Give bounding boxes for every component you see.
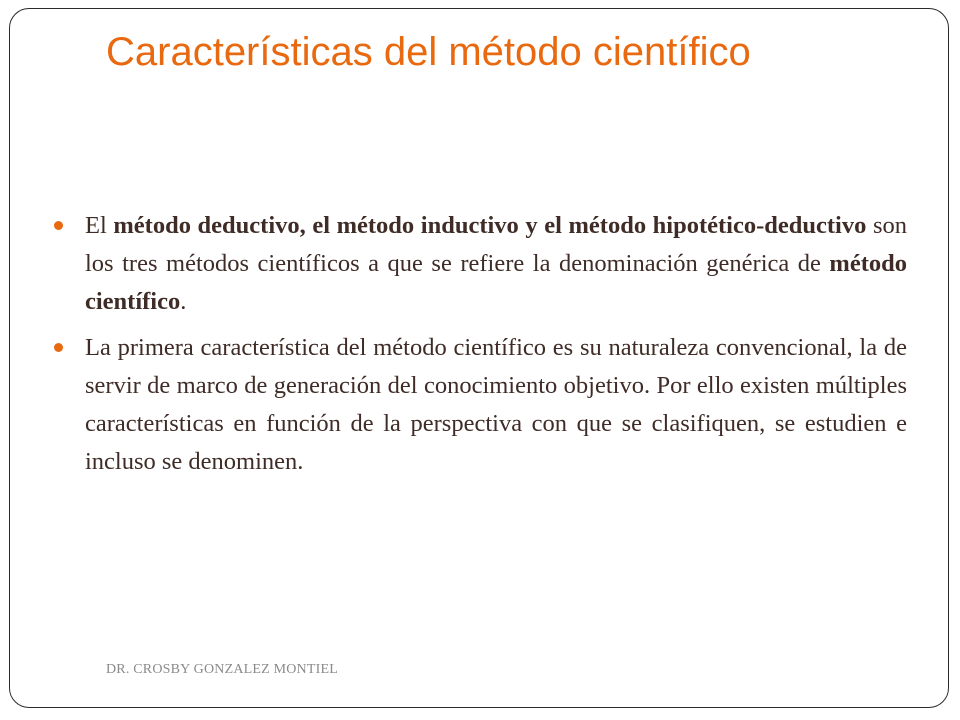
slide-footer: DR. CROSBY GONZALEZ MONTIEL [106, 662, 338, 677]
bullet-bold-text: método deductivo, el método inductivo y el método hipotético-deductivo [113, 212, 867, 239]
bullet-text: . [180, 288, 187, 315]
bullet-item-methods [51, 207, 907, 321]
bullet-list [51, 207, 907, 489]
bullet-text: El [85, 212, 114, 239]
slide-title: Características del método científico [106, 30, 751, 74]
bullet-dot-icon [54, 221, 63, 230]
bullet-text: La primera característica del método científico es su naturaleza convencional, la de servir de marco de generación del conocimiento objetivo. Por ello existen múltiples características en función de la perspectiva con que se clasifiquen, se estudien e incluso se denominen. [85, 334, 907, 475]
bullet-item-characteristics [51, 329, 907, 481]
bullet-text: son los tres métodos científicos a que se refiere la denominación genérica de [85, 212, 907, 277]
bullet-dot-icon [54, 343, 63, 352]
bullet-bold-text: método científico [85, 250, 907, 315]
